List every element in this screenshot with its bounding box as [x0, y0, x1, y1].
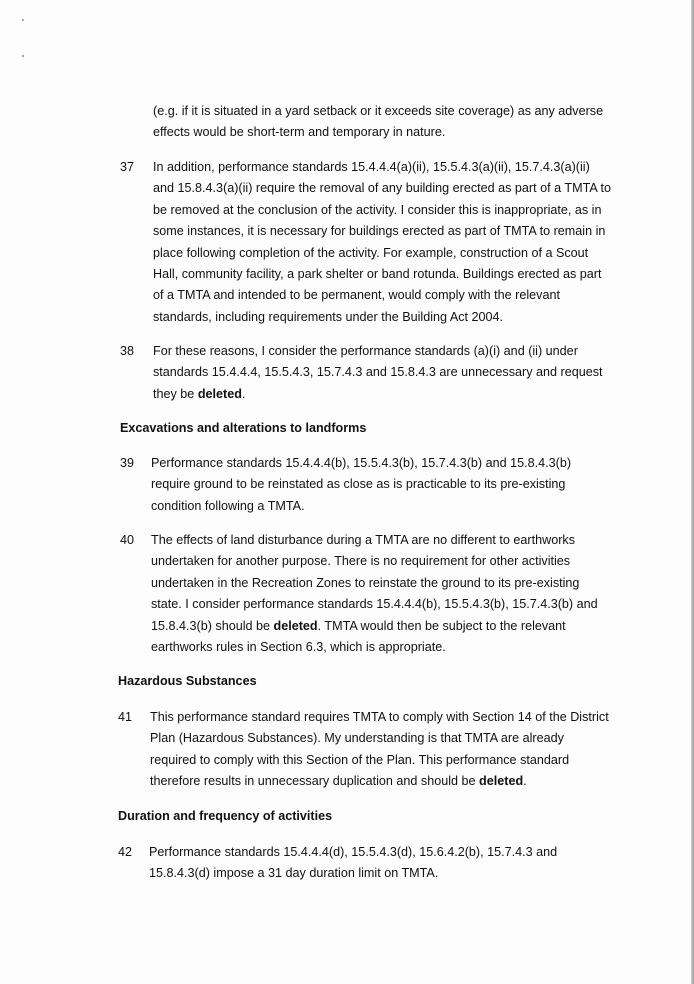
- line-text: . TMTA would then be subject to the relevant: [317, 618, 566, 633]
- paragraph-number: 42: [118, 845, 133, 859]
- paragraph-38: [153, 341, 603, 405]
- paragraph-line: [153, 384, 603, 405]
- paragraph-line: Performance standards 15.4.4.4(b), 15.5.4.3(b), 15.7.4.3(b) and 15.8.4.3(b): [151, 456, 572, 470]
- emphasis-deleted: deleted: [479, 774, 524, 789]
- paragraph-line: require ground to be reinstated as close as is practicable to its pre-existing: [151, 477, 566, 492]
- line-text: they be: [153, 386, 198, 401]
- paragraph-37: [153, 157, 611, 328]
- paragraph-line: of a TMTA and intended to be permanent, would comply with the relevant: [153, 288, 560, 303]
- paragraph-line: condition following a TMTA.: [151, 498, 305, 513]
- paragraph-line: Plan (Hazardous Substances). My understanding is that TMTA are already: [150, 731, 564, 746]
- paragraph-line: Hall, community facility, a park shelter or band rotunda. Buildings erected as part: [153, 267, 602, 282]
- paragraph-39: [151, 453, 571, 517]
- paragraph-line: 15.8.4.3(d) impose a 31 day duration limit on TMTA.: [149, 866, 439, 881]
- scan-speck: [22, 55, 24, 57]
- paragraph-line: Performance standards 15.4.4.4(d), 15.5.4.3(d), 15.6.4.2(b), 15.7.4.3 and: [149, 845, 558, 859]
- paragraph-42: [149, 842, 557, 885]
- paragraph-line: undertaken in the Recreation Zones to reinstate the ground to its pre-existing: [151, 575, 580, 590]
- paragraph-line: The effects of land disturbance during a TMTA are no different to earthworks: [151, 533, 575, 547]
- paragraph-line: standards 15.4.4.4, 15.5.4.3, 15.7.4.3 and 15.8.4.3 are unnecessary and request: [153, 365, 603, 380]
- emphasis-deleted: deleted: [197, 386, 242, 401]
- paragraph-line: place following completion of the activity. For example, construction of a Scout: [153, 245, 589, 260]
- paragraph-number: 37: [120, 160, 135, 174]
- paragraph-line: In addition, performance standards 15.4.4.4(a)(ii), 15.5.4.3(a)(ii), 15.7.4.3(a)(ii): [153, 160, 590, 174]
- paragraph-line: undertaken for another purpose. There is no requirement for other activities: [151, 554, 571, 569]
- paragraph-line: standards, including requirements under the Building Act 2004.: [153, 309, 504, 324]
- paragraph-line: [151, 616, 598, 637]
- paragraph-number: 40: [120, 533, 135, 547]
- paragraph-number: 38: [120, 344, 135, 358]
- paragraph-41: [150, 707, 609, 793]
- paragraph-line: This performance standard requires TMTA to comply with Section 14 of the District: [150, 710, 609, 724]
- scan-speck: [22, 19, 24, 21]
- paragraph-line: required to comply with this Section of the Plan. This performance standard: [150, 752, 570, 767]
- paragraph-line: [150, 771, 609, 792]
- continuation-paragraph: [153, 101, 603, 144]
- paragraph-line: earthworks rules in Section 6.3, which is appropriate.: [151, 640, 446, 655]
- line-text: .: [523, 774, 527, 789]
- paragraph-line: be removed at the conclusion of the activity. I consider this is inappropriate, as in: [153, 202, 602, 217]
- paragraph-40: [151, 530, 598, 658]
- paragraph-number: 41: [118, 710, 133, 724]
- line-text: therefore results in unnecessary duplication and should be: [150, 774, 480, 789]
- section-heading-hazardous: Hazardous Substances: [118, 674, 257, 688]
- section-heading-duration: Duration and frequency of activities: [118, 809, 333, 823]
- paragraph-line: some instances, it is necessary for buildings erected as part of TMTA to remain in: [153, 224, 606, 239]
- line-text: 15.8.4.3(b) should be: [151, 618, 274, 633]
- paragraph-line: For these reasons, I consider the performance standards (a)(i) and (ii) under: [153, 344, 578, 358]
- paragraph-line: state. I consider performance standards 15.4.4.4(b), 15.5.4.3(b), 15.7.4.3(b) and: [151, 597, 598, 612]
- paragraph-line: effects would be short-term and temporary in nature.: [153, 125, 446, 140]
- section-heading-excavations: Excavations and alterations to landforms: [120, 421, 367, 435]
- line-text: .: [241, 386, 246, 401]
- paragraph-line: (e.g. if it is situated in a yard setback or it exceeds site coverage) as any adverse: [153, 104, 604, 118]
- paragraph-number: 39: [120, 456, 135, 470]
- paragraph-line: and 15.8.4.3(a)(ii) require the removal of any building erected as part of a TMTA to: [153, 181, 612, 196]
- emphasis-deleted: deleted: [273, 618, 318, 633]
